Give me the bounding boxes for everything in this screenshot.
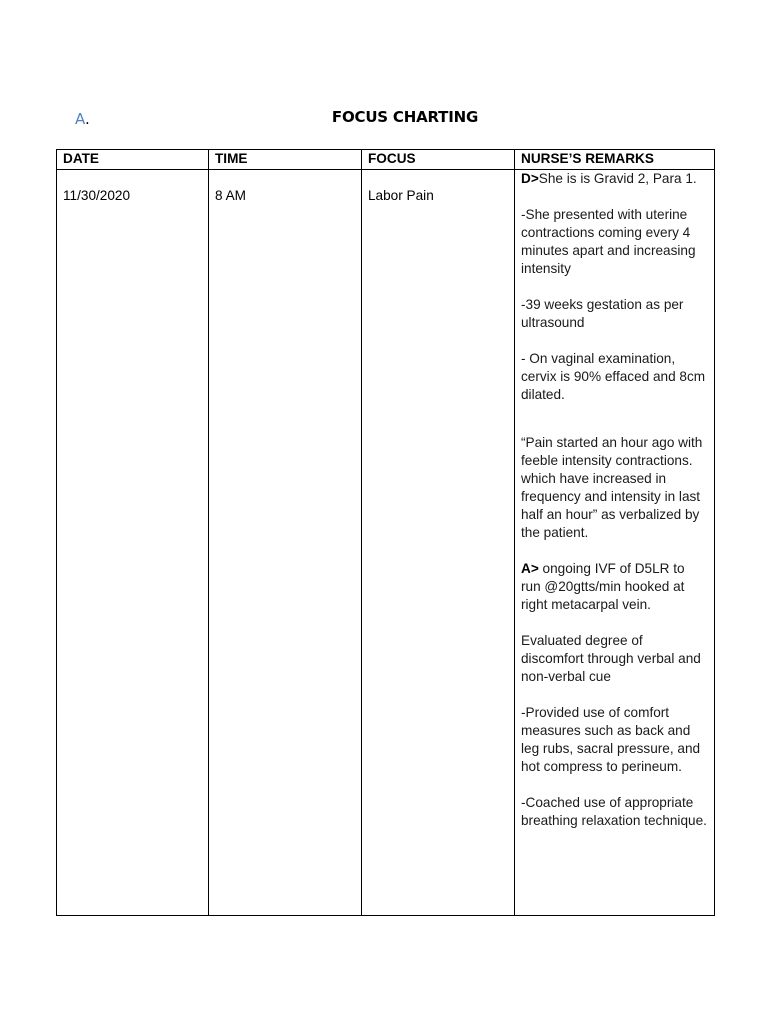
remarks-evaluated: Evaluated degree of discomfort through verbal and non-verbal cue [521, 633, 701, 684]
section-letter: A [75, 110, 85, 128]
focus-cell: Labor Pain [362, 170, 515, 916]
remarks-data-paragraph [521, 170, 708, 188]
remarks-gestation: -39 weeks gestation as per ultrasound [521, 297, 684, 330]
column-header-focus: FOCUS [362, 150, 515, 170]
date-cell: 11/30/2020 [57, 170, 209, 916]
time-cell: 8 AM [209, 170, 362, 916]
column-header-date: DATE [57, 150, 209, 170]
remarks-contractions: -She presented with uterine contractions coming every 4 minutes apart and increasing intensity [521, 207, 696, 276]
remarks-vaginal-exam: - On vaginal examination, cervix is 90% effaced and 8cm dilated. [521, 351, 706, 402]
nurses-remarks-cell [515, 170, 715, 916]
remarks-coached-breathing: -Coached use of appropriate breathing relaxation technique. [521, 795, 707, 828]
column-header-time: TIME [209, 150, 362, 170]
remarks-comfort-measures: -Provided use of comfort measures such as back and leg rubs, sacral pressure, and hot compress to perineum. [521, 705, 701, 774]
column-header-nurses-remarks: NURSE’S REMARKS [515, 150, 715, 170]
action-tag: A> [521, 561, 539, 576]
remarks-action-paragraph [521, 560, 708, 614]
section-dot: . [85, 110, 90, 128]
action-text: ongoing IVF of D5LR to run @20gtts/min hooked at right metacarpal vein. [521, 561, 685, 612]
page-title: FOCUS CHARTING [331, 108, 479, 126]
table-row [57, 170, 715, 916]
table-header-row [57, 150, 715, 170]
remarks-patient-quote: “Pain started an hour ago with feeble intensity contractions. which have increased in frequency and intensity in last half an hour” as verbalized by the patient. [521, 435, 703, 540]
focus-charting-table [56, 149, 715, 916]
data-text: She is is Gravid 2, Para 1. [538, 171, 697, 186]
data-tag: D> [521, 171, 539, 186]
